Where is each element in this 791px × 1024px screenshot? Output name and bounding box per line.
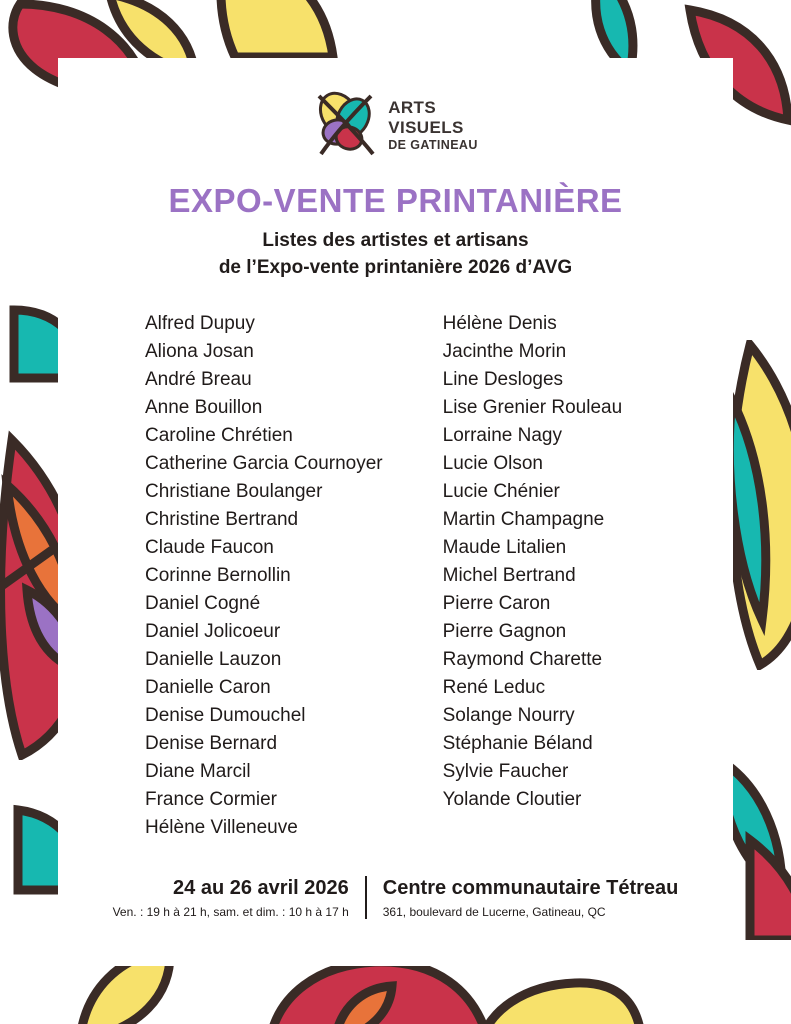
subtitle-line-2: de l’Expo-vente printanière 2026 d’AVG [218, 256, 573, 278]
footer [0, 876, 791, 919]
page-subtitle [0, 228, 791, 282]
list-item: Yolande Cloutier [442, 789, 582, 810]
list-item: Sylvie Faucher [442, 761, 569, 782]
list-item: Raymond Charette [442, 649, 603, 670]
list-item: Christiane Boulanger [145, 481, 323, 502]
venue-name: Centre communautaire Tétreau [382, 877, 679, 899]
list-item: Aliona Josan [145, 341, 254, 362]
list-item: Daniel Cogné [145, 593, 261, 614]
artist-column-1 [145, 310, 383, 842]
list-item: Claude Faucon [145, 537, 274, 558]
list-item: Solange Nourry [442, 705, 575, 726]
event-dates: 24 au 26 avril 2026 [173, 877, 349, 899]
list-item: Line Desloges [442, 369, 564, 390]
page-title: EXPO-VENTE PRINTANIÈRE [168, 182, 623, 219]
list-item: Diane Marcil [145, 761, 251, 782]
list-item: Lorraine Nagy [442, 425, 562, 446]
list-item: Stéphanie Béland [442, 733, 593, 754]
logo [0, 88, 791, 162]
list-item: Daniel Jolicoeur [145, 621, 281, 642]
list-item: René Leduc [442, 677, 546, 698]
artist-lists [145, 310, 665, 842]
logo-line-3: DE GATINEAU [388, 137, 478, 152]
list-item: Caroline Chrétien [145, 425, 293, 446]
list-item: Lucie Chénier [442, 481, 560, 502]
list-item: Jacinthe Morin [442, 341, 567, 362]
list-item: Hélène Villeneuve [145, 817, 298, 838]
artist-column-2 [443, 310, 665, 842]
logo-wordmark [388, 98, 478, 153]
list-item: Pierre Caron [442, 593, 551, 614]
list-item: Pierre Gagnon [442, 621, 567, 642]
list-item: Lucie Olson [442, 453, 543, 474]
list-item: Michel Bertrand [442, 565, 576, 586]
logo-line-1: ARTS [388, 97, 437, 117]
subtitle-line-1: Listes des artistes et artisans [262, 230, 529, 251]
logo-line-2: VISUELS [388, 117, 464, 137]
list-item: France Cormier [145, 789, 277, 810]
list-item: Anne Bouillon [145, 397, 263, 418]
list-item: Denise Bernard [145, 733, 278, 754]
footer-date-block [113, 876, 367, 919]
list-item: Alfred Dupuy [145, 313, 255, 334]
list-item: Denise Dumouchel [145, 705, 306, 726]
list-item: Martin Champagne [442, 509, 605, 530]
list-item: Corinne Bernollin [145, 565, 291, 586]
list-item: Lise Grenier Rouleau [442, 397, 623, 418]
list-item: Catherine Garcia Cournoyer [145, 453, 383, 474]
footer-venue-block [367, 876, 679, 919]
list-item: Danielle Lauzon [145, 649, 282, 670]
venue-address: 361, boulevard de Lucerne, Gatineau, QC [382, 905, 606, 919]
list-item: Christine Bertrand [145, 509, 299, 530]
list-item: Maude Litalien [442, 537, 567, 558]
list-item: Danielle Caron [145, 677, 271, 698]
list-item: André Breau [145, 369, 252, 390]
event-hours: Ven. : 19 h à 21 h, sam. et dim. : 10 h à 17 h [112, 905, 349, 919]
list-item: Hélène Denis [442, 313, 557, 334]
avg-logo-mark-icon [313, 88, 379, 162]
